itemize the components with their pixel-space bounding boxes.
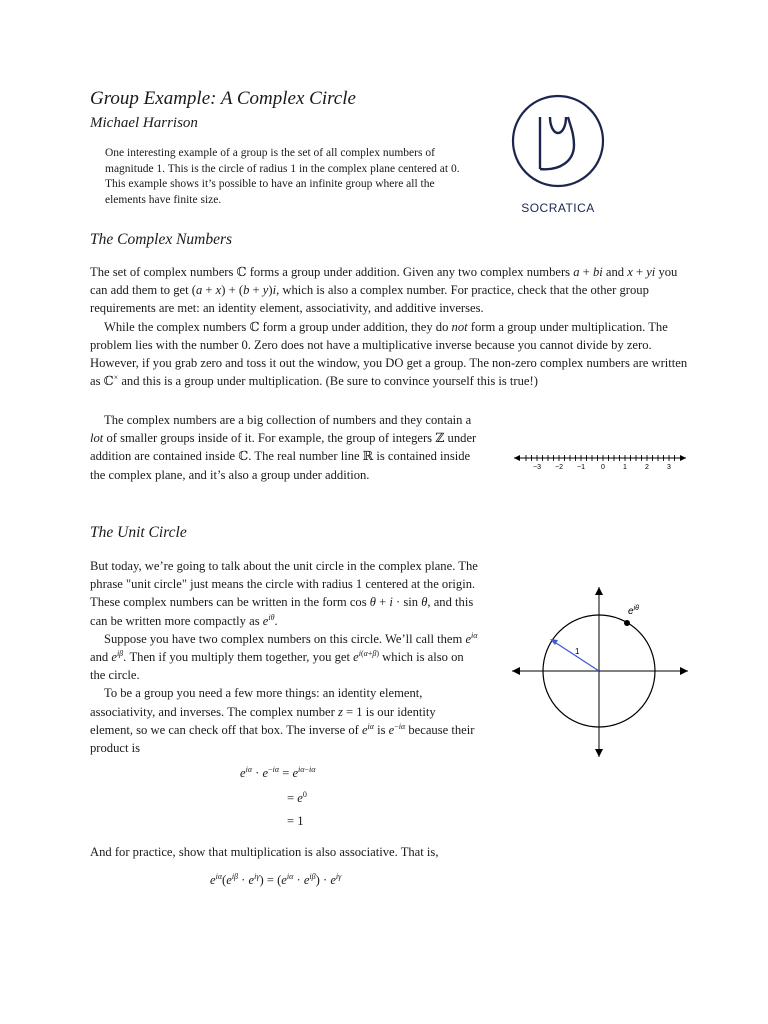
section-heading-unit-circle: The Unit Circle	[90, 524, 187, 541]
left-arrow-icon	[512, 667, 520, 675]
section1-paragraph-1: The set of complex numbers ℂ forms a group under addition. Given any two complex numbers a + bi and x + yi you can add them to get (a + x) + (b + y)i, which is also a complex number. For practice, check that the other group requirements are met: an identity element, associativity, and additive inverses.	[90, 265, 678, 316]
radius-vector	[553, 641, 599, 671]
associativity-equation: $e^{i\alpha}(e^{i\beta} \cdot e^{i\gamma}) = (e^{i\alpha} \cdot e^{i\beta}) \cdot e^{i\gamma}$	[210, 871, 342, 887]
tick-label: −1	[577, 464, 585, 471]
section2-body	[90, 557, 478, 757]
point-label: $e^{i\theta}$	[628, 605, 639, 617]
tick-label: −3	[533, 464, 541, 471]
section1-paragraph-2: While the complex numbers ℂ form a group under addition, they do not form a group under multiplication. The problem lies with the number 0. Zero does not have a multiplicative inverse because you cannot divide by zero. However, if you grab zero and toss it out the window, you DO get a group. The non-zero complex numbers are written as ℂ× and this is a group under multiplication. (Be sure to convince yourself this is true!)	[90, 319, 688, 389]
abstract	[105, 146, 465, 208]
unit-circle-figure	[510, 585, 690, 760]
tick-label: 0	[601, 464, 605, 471]
abstract-text: One interesting example of a group is the set of all complex numbers of magnitude 1. This is the circle of radius 1 in the complex plane centered at 0. This example shows it’s possible to have an infinite group where all the elements have finite size.	[105, 147, 460, 206]
tick-label: −2	[555, 464, 563, 471]
down-arrow-icon	[595, 749, 603, 757]
author-name: Michael Harrison	[90, 115, 198, 131]
number-line	[510, 448, 690, 474]
tick-label: 2	[645, 464, 649, 471]
equation-line-1: $e^{i\alpha} \cdot e^{-i\alpha} = e^{i\alpha-i\alpha}$	[240, 764, 316, 780]
section1-body	[90, 263, 690, 390]
logo-text: SOCRATICA	[521, 201, 595, 215]
section2-paragraph-2: Suppose you have two complex numbers on this circle. We’ll call them $e^{i\alpha}$ and $e^{i\beta}$. Then if you multiply them together, you get $e^{i(\alpha+\beta)}$ which is also on the circle.	[90, 630, 478, 683]
tick-label: 3	[667, 464, 671, 471]
tick-label: 1	[623, 464, 627, 471]
radius-label: 1	[575, 647, 580, 656]
up-arrow-icon	[595, 587, 603, 595]
section-heading-complex-numbers: The Complex Numbers	[90, 231, 233, 248]
right-arrow-icon	[680, 667, 688, 675]
section2-paragraph-1: But today, we’re going to talk about the unit circle in the complex plane. The phrase "unit circle" just means the circle with radius 1 centered at the origin. These complex numbers can be written in the form cos θ + i · sin θ, and this can be written more compactly as $e^{i\theta}$.	[90, 559, 478, 628]
paper-title: Group Example: A Complex Circle	[90, 88, 356, 109]
equation-line-3: = 1	[287, 814, 304, 828]
right-arrow-icon	[680, 455, 686, 461]
section2-paragraph-4: And for practice, show that multiplication is also associative. That is,	[90, 845, 439, 859]
left-arrow-icon	[514, 455, 520, 461]
section2-paragraph-3: To be a group you need a few more things: an identity element, associativity, and inverses. The complex number z = 1 is our identity element, so we can check off that box. The inverse of $e^{i\alpha}$ is $e^{-i\alpha}$ because their product is	[90, 686, 475, 756]
circle-point	[624, 620, 630, 626]
socratica-logo-icon	[510, 93, 606, 189]
section1-paragraph-3: The complex numbers are a big collection of numbers and they contain a lot of smaller groups inside of it. For example, the group of integers ℤ under addition are contained inside ℂ. The real number line ℝ is contained inside the complex plane, and it’s also a group under addition.	[90, 413, 477, 482]
equation-line-2: = $e^0$	[287, 789, 307, 805]
